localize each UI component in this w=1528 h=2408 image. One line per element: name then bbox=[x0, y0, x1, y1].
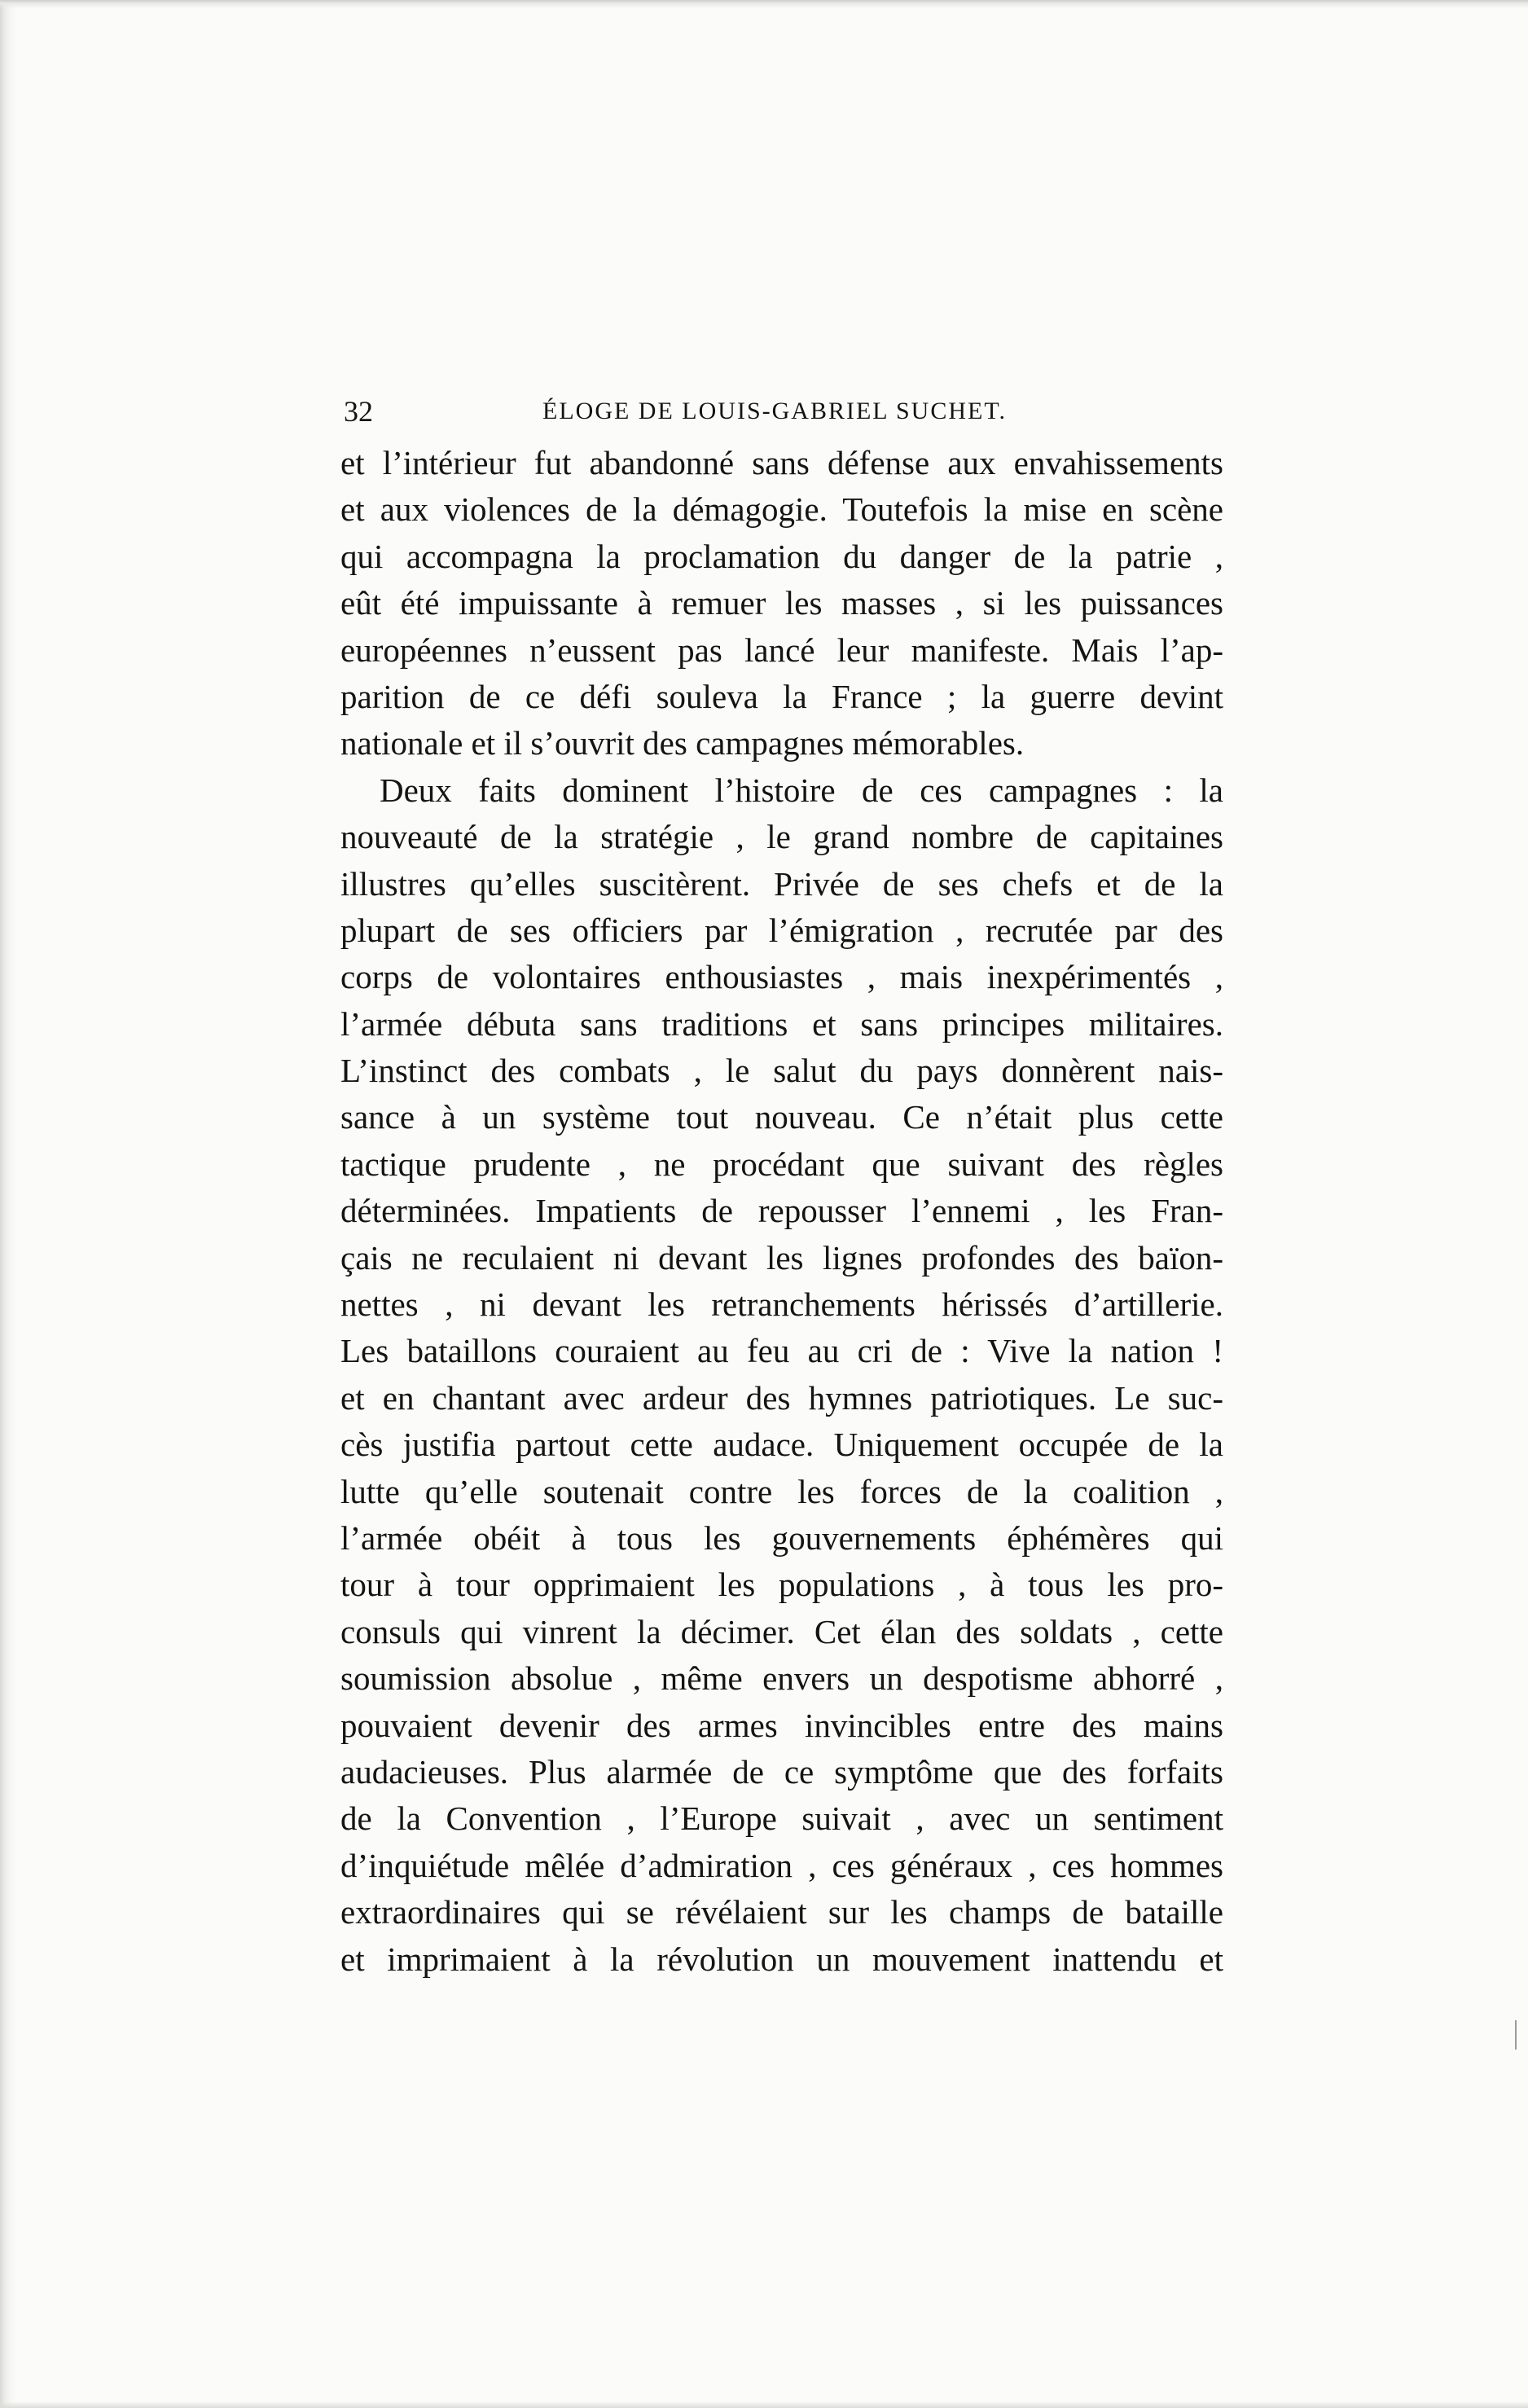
paragraph bbox=[340, 440, 1223, 767]
text-line: nationale et il s’ouvrit des campagnes mémorables. bbox=[340, 724, 1025, 762]
text-line: soumission absolue , même envers un despotisme abhorré , bbox=[340, 1659, 1223, 1698]
text-line: tactique prudente , ne procédant que suivant des règles bbox=[340, 1145, 1223, 1183]
text-line: L’instinct des combats , le salut du pays donnèrent nais- bbox=[340, 1052, 1223, 1090]
text-line: et imprimaient à la révolution un mouvement inattendu et bbox=[340, 1940, 1223, 1978]
page-number: 32 bbox=[344, 395, 373, 428]
paragraph bbox=[340, 767, 1223, 1983]
text-line: illustres qu’elles suscitèrent. Privée de ses chefs et de la bbox=[340, 864, 1223, 903]
text-line: tour à tour opprimaient les populations , à tous les pro- bbox=[340, 1566, 1223, 1604]
text-line: Les bataillons couraient au feu au cri de : Vive la nation ! bbox=[340, 1332, 1223, 1370]
text-line: l’armée obéit à tous les gouvernements éphémères qui bbox=[340, 1518, 1223, 1557]
text-line: consuls qui vinrent la décimer. Cet élan des soldats , cette bbox=[340, 1612, 1223, 1650]
text-line: lutte qu’elle soutenait contre les forces de la coalition , bbox=[340, 1472, 1223, 1510]
text-line: d’inquiétude mêlée d’admiration , ces généraux , ces hommes bbox=[340, 1846, 1223, 1884]
scan-edge-left bbox=[0, 0, 18, 2408]
book-page bbox=[340, 0, 1223, 2408]
text-line: sance à un système tout nouveau. Ce n’était plus cette bbox=[340, 1098, 1223, 1136]
text-line: Deux faits dominent l’histoire de ces campagnes : la bbox=[380, 771, 1223, 809]
text-line: l’armée débuta sans traditions et sans principes militaires. bbox=[340, 1004, 1223, 1043]
text-line: çais ne reculaient ni devant les lignes profondes des baïon- bbox=[340, 1238, 1223, 1277]
running-head bbox=[340, 389, 1223, 432]
text-line: de la Convention , l’Europe suivait , avec un sentiment bbox=[340, 1799, 1223, 1838]
text-line: pouvaient devenir des armes invincibles entre des mains bbox=[340, 1706, 1223, 1744]
running-title: ÉLOGE DE LOUIS-GABRIEL SUCHET. bbox=[542, 398, 1007, 424]
text-line: nettes , ni devant les retranchements hérissés d’artillerie. bbox=[340, 1285, 1223, 1324]
text-line: audacieuses. Plus alarmée de ce symptôme que des forfaits bbox=[340, 1752, 1223, 1791]
text-line: et l’intérieur fut abandonné sans défense aux envahissements bbox=[340, 444, 1223, 481]
text-line: déterminées. Impatients de repousser l’ennemi , les Fran- bbox=[340, 1192, 1223, 1230]
text-line: corps de volontaires enthousiastes , mais inexpérimentés , bbox=[340, 958, 1223, 996]
text-line: extraordinaires qui se révélaient sur les champs de bataille bbox=[340, 1893, 1223, 1931]
text-line: parition de ce défi souleva la France ; la guerre devint bbox=[340, 677, 1223, 715]
text-line: et aux violences de la démagogie. Toutefois la mise en scène bbox=[340, 490, 1223, 529]
text-line: eût été impuissante à remuer les masses , si les puissances bbox=[340, 584, 1223, 622]
text-line: nouveauté de la stratégie , le grand nombre de capitaines bbox=[340, 818, 1223, 856]
text-line: cès justifia partout cette audace. Uniquement occupée de la bbox=[340, 1426, 1223, 1464]
text-line: qui accompagna la proclamation du danger de la patrie , bbox=[340, 537, 1223, 575]
text-line: plupart de ses officiers par l’émigration , recrutée par des bbox=[340, 911, 1223, 949]
text-line: européennes n’eussent pas lancé leur manifeste. Mais l’ap- bbox=[340, 631, 1223, 669]
text-line: et en chantant avec ardeur des hymnes patriotiques. Le suc- bbox=[340, 1378, 1223, 1417]
margin-mark bbox=[1515, 2020, 1517, 2050]
body-text bbox=[340, 440, 1223, 1983]
